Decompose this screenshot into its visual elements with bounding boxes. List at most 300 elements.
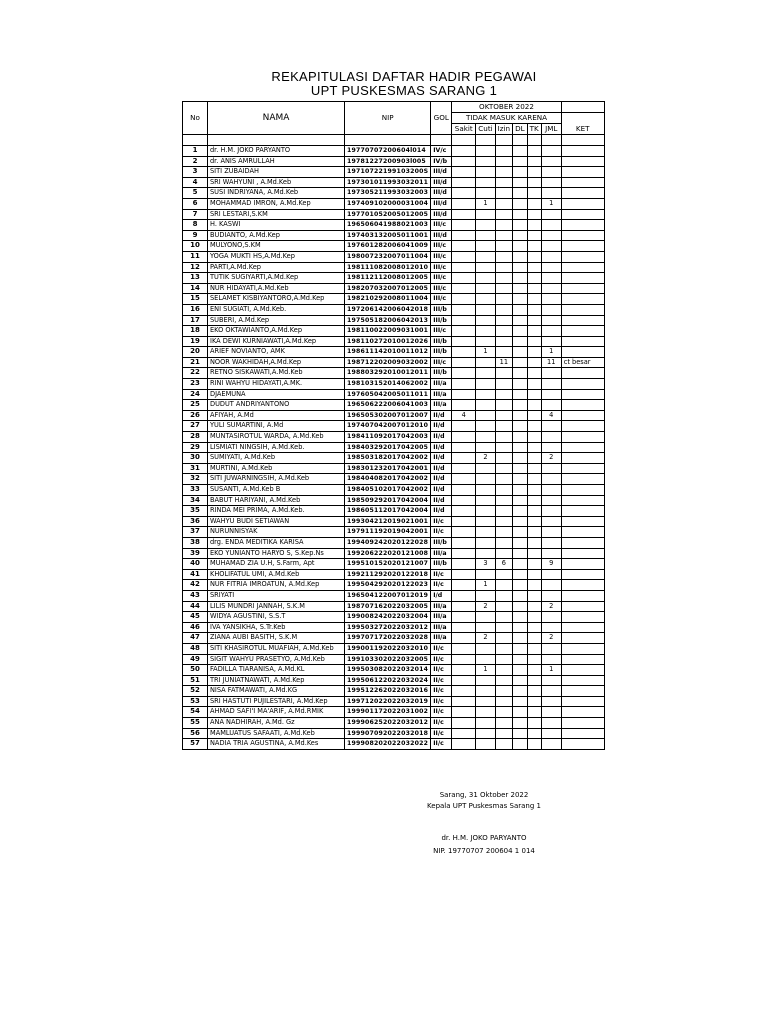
cell-tk [527,643,541,654]
cell-jml [541,442,561,453]
cell-tk [527,400,541,411]
cell-nama: IVA YANSIKHA, S.Tr.Keb [208,622,345,633]
cell-sakit [452,665,476,676]
cell-dl [513,336,528,347]
cell-nama: MUHAMAD ZIA U.H, S.Farm, Apt [208,559,345,570]
cell-gol: III/b [431,315,452,326]
cell-nip: 198509292017042004 [345,495,431,506]
cell-cuti [476,696,495,707]
cell-gol: II/c [431,580,452,591]
cell-ket [561,273,604,284]
cell-cuti: 2 [476,601,495,612]
cell-no: 56 [183,728,208,739]
cell-nip: 198611142010011012 [345,347,431,358]
cell-jml [541,336,561,347]
cell-sakit [452,262,476,273]
cell-gol: III/d [431,167,452,178]
cell-jml: 11 [541,357,561,368]
cell-gol: III/a [431,548,452,559]
cell-ket [561,241,604,252]
cell-nip: 199409242020122028 [345,537,431,548]
cell-jml [541,156,561,167]
cell-nip: 196506041988021003 [345,220,431,231]
cell-ket [561,167,604,178]
cell-sakit [452,209,476,220]
attendance-table [182,101,605,750]
cell-nip: 198301232017042001 [345,463,431,474]
cell-cuti [476,569,495,580]
cell-nip: 197301011993032011 [345,177,431,188]
cell-gol: II/d [431,485,452,496]
cell-dl [513,474,528,485]
cell-cuti [476,527,495,538]
cell-cuti: 1 [476,665,495,676]
cell-gol: III/c [431,251,452,262]
cell-jml [541,485,561,496]
cell-tk [527,273,541,284]
cell-izin [495,686,512,697]
table-row [183,527,605,538]
cell-ket [561,389,604,400]
cell-tk [527,230,541,241]
cell-gol: III/a [431,379,452,390]
cell-nama: MAMLUATUS SAFAATI, A.Md.Keb [208,728,345,739]
cell-izin [495,177,512,188]
cell-no: 17 [183,315,208,326]
cell-izin [495,633,512,644]
cell-dl [513,506,528,517]
cell-no: 9 [183,230,208,241]
spacer-cell [495,135,512,146]
cell-dl [513,432,528,443]
cell-gol: I/d [431,590,452,601]
cell-no: 25 [183,400,208,411]
cell-sakit [452,601,476,612]
header-ket-mid [561,113,604,124]
cell-sakit [452,241,476,252]
cell-nama: MURTINI, A.Md.Keb [208,463,345,474]
table-row [183,612,605,623]
cell-dl [513,283,528,294]
cell-cuti [476,707,495,718]
cell-nip: 196506222006041003 [345,400,431,411]
spacer-cell [541,135,561,146]
cell-no: 5 [183,188,208,199]
cell-jml: 2 [541,601,561,612]
cell-nama: EKO YUNIANTO HARYO S, S.Kep.Ns [208,548,345,559]
cell-gol: III/b [431,347,452,358]
cell-nip: 198405102017042002 [345,485,431,496]
cell-tk [527,442,541,453]
cell-tk [527,612,541,623]
cell-cuti [476,485,495,496]
cell-gol: III/c [431,220,452,231]
cell-no: 12 [183,262,208,273]
cell-cuti: 1 [476,347,495,358]
cell-nip: 198110022009031001 [345,326,431,337]
cell-nama: TUTIK SUGIYARTI,A.Md.Kep [208,273,345,284]
cell-dl [513,304,528,315]
cell-no: 41 [183,569,208,580]
cell-nip: 199712022022032019 [345,696,431,707]
cell-nama: NUR FITRIA IMROATUN, A.Md.Kep [208,580,345,591]
cell-sakit [452,696,476,707]
cell-nama: PARTI,A.Md.Kep [208,262,345,273]
cell-gol: III/b [431,304,452,315]
cell-sakit [452,718,476,729]
cell-nama: YOGA MUKTI HS,A.Md.Kep [208,251,345,262]
cell-no: 13 [183,273,208,284]
header-tk: TK [527,124,541,135]
cell-cuti [476,209,495,220]
cell-sakit [452,177,476,188]
cell-cuti [476,389,495,400]
cell-no: 38 [183,537,208,548]
cell-ket [561,707,604,718]
cell-no: 46 [183,622,208,633]
cell-nama: NADIA TRIA AGUSTINA, A.Md.Kes [208,739,345,750]
cell-nip: 199901172022031002 [345,707,431,718]
cell-dl [513,612,528,623]
table-row [183,389,605,400]
cell-gol: III/c [431,326,452,337]
cell-tk [527,537,541,548]
cell-nama: dr. H.M. JOKO PARYANTO [208,146,345,157]
cell-cuti [476,516,495,527]
cell-sakit [452,273,476,284]
cell-tk [527,453,541,464]
cell-izin [495,442,512,453]
header-izin: Izin [495,124,512,135]
cell-cuti [476,336,495,347]
cell-no: 19 [183,336,208,347]
cell-sakit [452,686,476,697]
cell-ket [561,400,604,411]
cell-gol: II/d [431,474,452,485]
cell-no: 51 [183,675,208,686]
cell-cuti [476,495,495,506]
cell-dl [513,548,528,559]
cell-nip: 197701052005012005 [345,209,431,220]
cell-tk [527,506,541,517]
cell-dl [513,400,528,411]
cell-no: 34 [183,495,208,506]
cell-no: 7 [183,209,208,220]
cell-sakit: 4 [452,410,476,421]
cell-sakit [452,432,476,443]
cell-nip: 196505302007012007 [345,410,431,421]
cell-nip: 197206142006042018 [345,304,431,315]
cell-gol: II/c [431,654,452,665]
cell-nip: 199907092022032018 [345,728,431,739]
cell-tk [527,569,541,580]
table-row [183,400,605,411]
cell-nama: KHOLIFATUL UMI, A.Md.Keb [208,569,345,580]
cell-dl [513,156,528,167]
cell-sakit [452,516,476,527]
cell-izin [495,728,512,739]
cell-izin: 11 [495,357,512,368]
cell-no: 47 [183,633,208,644]
cell-dl [513,273,528,284]
cell-nip: 199503272022032012 [345,622,431,633]
cell-dl [513,230,528,241]
cell-nip: 197409102000031004 [345,198,431,209]
table-row [183,357,605,368]
cell-ket [561,188,604,199]
cell-izin [495,294,512,305]
cell-izin [495,718,512,729]
cell-izin [495,326,512,337]
cell-tk [527,347,541,358]
cell-jml [541,495,561,506]
spacer-cell [208,135,345,146]
cell-cuti [476,410,495,421]
cell-nip: 198007232007011004 [345,251,431,262]
cell-cuti [476,590,495,601]
cell-dl [513,686,528,697]
cell-nip: 19770707200604l014 [345,146,431,157]
cell-cuti [476,728,495,739]
cell-gol: II/c [431,728,452,739]
cell-no: 52 [183,686,208,697]
table-row [183,410,605,421]
cell-izin [495,209,512,220]
cell-sakit [452,485,476,496]
table-row [183,696,605,707]
cell-dl [513,728,528,739]
cell-jml [541,262,561,273]
cell-gol: II/d [431,506,452,517]
cell-tk [527,739,541,750]
cell-gol: II/d [431,495,452,506]
cell-nama: AHMAD SAFI'I MA'ARIF, A.Md.RMIK [208,707,345,718]
cell-izin [495,283,512,294]
cell-jml [541,516,561,527]
cell-tk [527,718,541,729]
cell-izin [495,696,512,707]
header-gol-bottom [431,124,452,135]
cell-gol: II/c [431,569,452,580]
cell-dl [513,654,528,665]
cell-no: 55 [183,718,208,729]
cell-tk [527,283,541,294]
cell-jml [541,251,561,262]
table-row [183,146,605,157]
table-row [183,675,605,686]
cell-cuti [476,315,495,326]
cell-ket [561,559,604,570]
header-ket-top [561,102,604,113]
cell-cuti [476,506,495,517]
cell-jml [541,294,561,305]
cell-tk [527,209,541,220]
cell-cuti [476,368,495,379]
cell-ket [561,198,604,209]
cell-gol: III/c [431,357,452,368]
cell-no: 15 [183,294,208,305]
cell-jml [541,220,561,231]
cell-dl [513,209,528,220]
cell-sakit [452,728,476,739]
cell-sakit [452,357,476,368]
cell-cuti [476,326,495,337]
cell-dl [513,389,528,400]
table-row [183,548,605,559]
cell-gol: III/a [431,601,452,612]
table-row [183,485,605,496]
cell-sakit [452,389,476,400]
cell-dl [513,241,528,252]
cell-tk [527,527,541,538]
cell-dl [513,707,528,718]
cell-nip: 197911192019042001 [345,527,431,538]
cell-nip: 199512262022032016 [345,686,431,697]
cell-tk [527,686,541,697]
cell-no: 33 [183,485,208,496]
cell-jml [541,188,561,199]
cell-dl [513,262,528,273]
cell-ket [561,177,604,188]
signature-position: Kepala UPT Puskesmas Sarang 1 [427,802,541,810]
cell-sakit [452,379,476,390]
table-row [183,251,605,262]
header-no: No [183,102,208,135]
cell-tk [527,665,541,676]
cell-cuti [476,230,495,241]
cell-nama: dr. ANIS AMRULLAH [208,156,345,167]
cell-dl [513,167,528,178]
cell-dl [513,294,528,305]
cell-tk [527,241,541,252]
cell-izin: 6 [495,559,512,570]
cell-sakit [452,156,476,167]
cell-sakit [452,220,476,231]
table-row [183,643,605,654]
cell-sakit [452,315,476,326]
cell-cuti [476,400,495,411]
cell-cuti [476,432,495,443]
cell-izin [495,251,512,262]
cell-no: 21 [183,357,208,368]
cell-dl [513,537,528,548]
spacer-cell [513,135,528,146]
cell-nip: 199906252022032012 [345,718,431,729]
cell-ket [561,463,604,474]
cell-izin [495,569,512,580]
cell-gol: III/c [431,294,452,305]
cell-jml [541,474,561,485]
cell-no: 40 [183,559,208,570]
cell-ket [561,336,604,347]
cell-nama: WAHYU BUDI SETIAWAN [208,516,345,527]
cell-sakit [452,304,476,315]
table-row [183,326,605,337]
cell-izin [495,527,512,538]
cell-tk [527,559,541,570]
cell-nip: 197605042005011011 [345,389,431,400]
cell-ket [561,146,604,157]
cell-izin [495,516,512,527]
cell-nama: LISMIATI NINGSIH, A.Md.Keb. [208,442,345,453]
cell-jml [541,379,561,390]
cell-cuti [476,622,495,633]
cell-nip: 199707172022032028 [345,633,431,644]
cell-jml [541,326,561,337]
cell-gol: II/c [431,707,452,718]
table-row [183,739,605,750]
cell-dl [513,516,528,527]
cell-ket [561,156,604,167]
cell-dl [513,315,528,326]
cell-gol: III/b [431,336,452,347]
cell-ket [561,495,604,506]
cell-gol: II/c [431,739,452,750]
cell-nama: SITI JUWARNINGSIH, A.Md.Keb [208,474,345,485]
cell-dl [513,442,528,453]
cell-no: 10 [183,241,208,252]
cell-izin [495,400,512,411]
cell-dl [513,379,528,390]
cell-ket [561,453,604,464]
cell-dl [513,675,528,686]
table-row [183,707,605,718]
table-row [183,601,605,612]
cell-nip: 198111082008012010 [345,262,431,273]
table-row [183,495,605,506]
cell-nama: MOHAMMAD IMRON, A.Md.Kep [208,198,345,209]
cell-izin [495,432,512,443]
cell-cuti [476,612,495,623]
cell-ket [561,283,604,294]
spacer-cell [527,135,541,146]
cell-jml: 1 [541,665,561,676]
cell-izin [495,601,512,612]
cell-dl [513,347,528,358]
cell-ket [561,739,604,750]
header-dl: DL [513,124,528,135]
cell-tk [527,410,541,421]
cell-sakit [452,654,476,665]
cell-nip: 199008242022032004 [345,612,431,623]
table-row [183,453,605,464]
cell-izin [495,410,512,421]
cell-no: 43 [183,590,208,601]
table-row [183,198,605,209]
cell-tk [527,474,541,485]
cell-no: 20 [183,347,208,358]
cell-sakit [452,336,476,347]
cell-ket [561,612,604,623]
cell-tk [527,485,541,496]
cell-izin [495,146,512,157]
cell-tk [527,251,541,262]
cell-izin [495,156,512,167]
cell-no: 45 [183,612,208,623]
cell-jml [541,146,561,157]
cell-izin [495,506,512,517]
cell-gol: III/b [431,537,452,548]
table-row [183,294,605,305]
cell-sakit [452,707,476,718]
cell-izin [495,304,512,315]
cell-sakit [452,347,476,358]
cell-dl [513,569,528,580]
cell-jml [541,718,561,729]
cell-izin [495,739,512,750]
cell-nip: 197407042007012010 [345,421,431,432]
cell-no: 22 [183,368,208,379]
